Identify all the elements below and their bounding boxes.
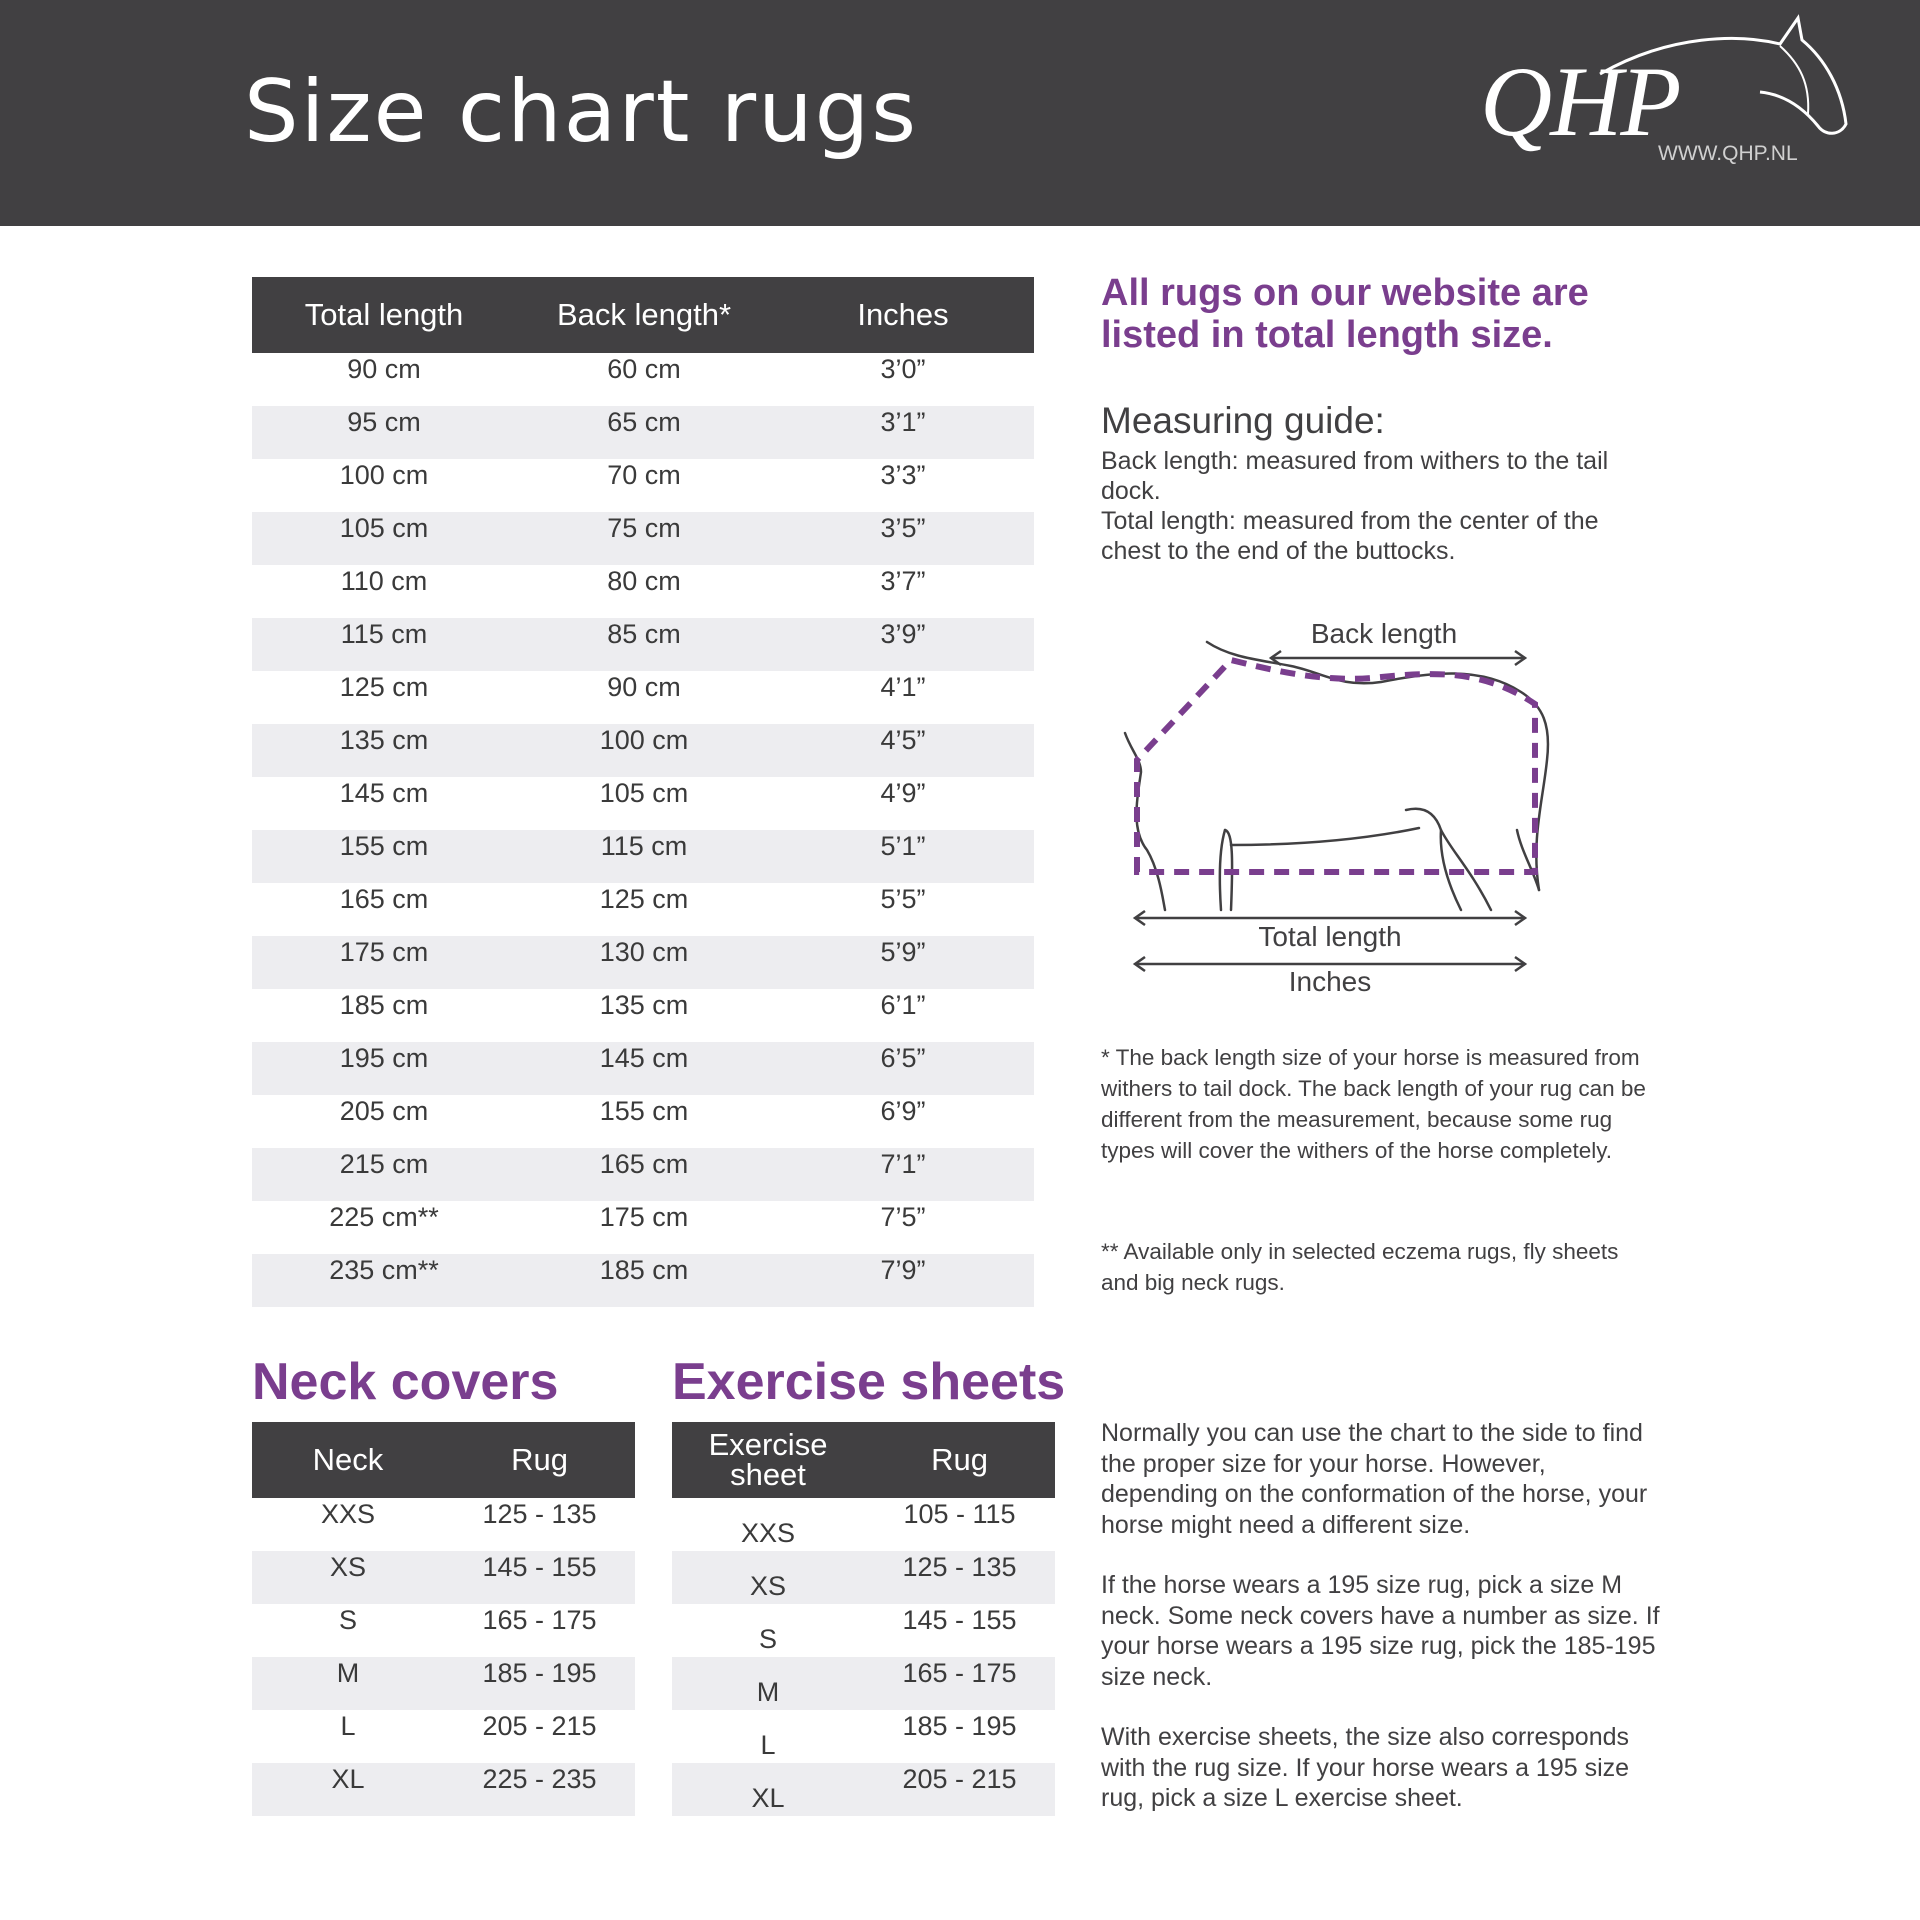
table-row	[672, 1657, 1055, 1710]
cell-inches: 7’5”	[880, 1202, 926, 1232]
table-row	[252, 1657, 635, 1710]
cell-neck-size: XL	[331, 1764, 365, 1794]
cell-inches: 4’1”	[880, 672, 926, 702]
table-row	[252, 1763, 635, 1816]
guide-total-length: Total length: measured from the center of the chest to the end of the buttocks.	[1101, 507, 1599, 565]
cell-sheet-size: L	[760, 1730, 776, 1760]
measuring-guide-heading: Measuring guide:	[1101, 400, 1385, 441]
page-title: Size chart rugs	[244, 62, 919, 162]
cell-back-length: 135 cm	[599, 990, 689, 1020]
column-header-total-length: Total length	[304, 297, 464, 332]
cell-back-length: 130 cm	[599, 937, 689, 967]
footnote-availability: ** Available only in selected eczema rugs, fly sheets and big neck rugs.	[1101, 1239, 1619, 1295]
cell-back-length: 85 cm	[607, 619, 681, 649]
table-row	[252, 1498, 635, 1551]
cell-back-length: 70 cm	[607, 460, 681, 490]
cell-neck-size: M	[336, 1658, 360, 1688]
cell-total-length: 110 cm	[340, 566, 428, 596]
neck-advice-paragraph: If the horse wears a 195 size rug, pick a size M neck. Some neck covers have a number as size. If your horse wears a 195 size rug, pick the 185-195 size neck.	[1101, 1571, 1660, 1691]
cell-rug-range: 205 - 215	[902, 1764, 1017, 1794]
cell-back-length: 65 cm	[607, 407, 681, 437]
cell-total-length: 175 cm	[339, 937, 429, 967]
cell-total-length: 115 cm	[340, 619, 428, 649]
table-row	[252, 830, 1034, 883]
cell-total-length: 215 cm	[339, 1149, 429, 1179]
table-row	[252, 1710, 635, 1763]
table-body	[672, 1498, 1055, 1816]
table-body	[252, 1498, 635, 1816]
cell-inches: 6’9”	[880, 1096, 926, 1126]
logo-url: WWW.QHP.NL	[1658, 142, 1798, 165]
column-header-exercise-sheet: Exercise sheet	[708, 1427, 828, 1492]
cell-sheet-size: S	[758, 1624, 777, 1654]
cell-rug-range: 225 - 235	[482, 1764, 597, 1794]
table-row	[252, 1551, 635, 1604]
horse-measuring-diagram	[1101, 600, 1571, 1010]
cell-neck-size: XXS	[320, 1499, 376, 1529]
cell-rug-range: 165 - 175	[902, 1658, 1017, 1688]
cell-back-length: 185 cm	[599, 1255, 689, 1285]
cell-rug-range: 125 - 135	[902, 1552, 1017, 1582]
table-row	[252, 565, 1034, 618]
cell-inches: 3’0”	[880, 354, 926, 384]
cell-total-length: 105 cm	[339, 513, 429, 543]
cell-back-length: 90 cm	[607, 672, 681, 702]
table-row	[252, 1042, 1034, 1095]
rug-size-table	[252, 277, 1034, 1360]
cell-inches: 3’1”	[880, 407, 926, 437]
table-row	[672, 1604, 1055, 1657]
cell-total-length: 235 cm**	[329, 1255, 439, 1285]
cell-back-length: 100 cm	[599, 725, 689, 755]
cell-total-length: 90 cm	[347, 354, 421, 384]
table-row	[252, 406, 1034, 459]
cell-sheet-size: XXS	[740, 1518, 796, 1548]
header-bar	[0, 0, 1920, 226]
cell-rug-range: 145 - 155	[902, 1605, 1017, 1635]
cell-neck-size: S	[338, 1605, 357, 1635]
cell-sheet-size: XS	[749, 1571, 787, 1601]
cell-rug-range: 185 - 195	[902, 1711, 1017, 1741]
cell-sheet-size: XL	[751, 1783, 785, 1813]
cell-total-length: 165 cm	[339, 884, 429, 914]
cell-total-length: 100 cm	[339, 460, 429, 490]
cell-total-length: 145 cm	[339, 778, 429, 808]
cell-back-length: 80 cm	[607, 566, 681, 596]
table-row	[672, 1498, 1055, 1551]
table-row	[252, 459, 1034, 512]
cell-back-length: 75 cm	[607, 513, 681, 543]
table-row	[252, 883, 1034, 936]
table-header	[672, 1422, 1055, 1498]
cell-inches: 3’3”	[880, 460, 926, 490]
cell-back-length: 125 cm	[599, 884, 689, 914]
cell-total-length: 225 cm**	[329, 1202, 439, 1232]
column-header-inches: Inches	[857, 297, 949, 332]
guide-back-length: Back length: measured from withers to the tail dock.	[1101, 447, 1609, 505]
total-length-label: Total length	[1258, 921, 1402, 952]
table-row	[252, 1095, 1034, 1148]
table-row	[252, 353, 1034, 406]
cell-neck-size: L	[340, 1711, 356, 1741]
cell-sheet-size: M	[756, 1677, 780, 1707]
cell-inches: 5’1”	[880, 831, 926, 861]
table-row	[672, 1551, 1055, 1604]
cell-neck-size: XS	[329, 1552, 367, 1582]
cell-total-length: 135 cm	[339, 725, 429, 755]
exercise-sheets-table	[672, 1422, 1055, 1816]
table-row	[252, 671, 1034, 724]
cell-total-length: 185 cm	[339, 990, 429, 1020]
listed-size-note: All rugs on our website are listed in total length size.	[1101, 272, 1589, 356]
cell-inches: 4’9”	[880, 778, 926, 808]
cell-back-length: 155 cm	[599, 1096, 689, 1126]
cell-inches: 3’7”	[880, 566, 926, 596]
table-row	[252, 724, 1034, 777]
table-row	[672, 1710, 1055, 1763]
cell-total-length: 125 cm	[339, 672, 429, 702]
table-body	[252, 353, 1034, 1360]
back-length-arrow	[1271, 651, 1525, 665]
table-row	[672, 1763, 1055, 1816]
cell-total-length: 195 cm	[339, 1043, 429, 1073]
horse-head-icon	[1480, 14, 1850, 154]
column-header-rug: Rug	[931, 1442, 988, 1477]
cell-inches: 5’5”	[880, 884, 926, 914]
column-header-rug: Rug	[511, 1442, 568, 1477]
column-header-back-length: Back length*	[556, 297, 732, 332]
exercise-sheet-advice-paragraph: With exercise sheets, the size also corresponds with the rug size. If your horse wears a 195 size rug, pick a size L exercise sheet.	[1101, 1723, 1630, 1812]
table-header	[252, 277, 1034, 353]
cell-rug-range: 145 - 155	[482, 1552, 597, 1582]
cell-rug-range: 185 - 195	[482, 1658, 597, 1688]
table-row	[252, 618, 1034, 671]
table-row	[252, 936, 1034, 989]
cell-inches: 7’1”	[880, 1149, 926, 1179]
exercise-sheets-title: Exercise sheets	[672, 1353, 1066, 1411]
cell-rug-range: 105 - 115	[903, 1499, 1016, 1529]
table-row	[252, 1148, 1034, 1201]
cell-inches: 4’5”	[880, 725, 926, 755]
cell-inches: 6’5”	[880, 1043, 926, 1073]
cell-inches: 6’1”	[880, 990, 926, 1020]
table-row	[252, 1201, 1034, 1254]
qhp-logo[interactable]	[1480, 14, 1850, 174]
neck-covers-table	[252, 1422, 635, 1816]
cell-back-length: 60 cm	[607, 354, 681, 384]
table-header	[252, 1422, 635, 1498]
cell-back-length: 115 cm	[600, 831, 688, 861]
cell-back-length: 175 cm	[599, 1202, 689, 1232]
cell-total-length: 205 cm	[339, 1096, 429, 1126]
neck-covers-title: Neck covers	[252, 1353, 559, 1411]
table-row	[252, 989, 1034, 1042]
cell-rug-range: 165 - 175	[482, 1605, 597, 1635]
back-length-label: Back length	[1310, 618, 1458, 649]
table-row	[252, 1254, 1034, 1307]
cell-inches: 3’5”	[880, 513, 926, 543]
inches-label: Inches	[1288, 966, 1372, 997]
cell-total-length: 95 cm	[347, 407, 421, 437]
cell-inches: 5’9”	[880, 937, 926, 967]
cell-inches: 7’9”	[880, 1255, 926, 1285]
cell-inches: 3’9”	[880, 619, 926, 649]
cell-back-length: 165 cm	[599, 1149, 689, 1179]
table-row	[252, 512, 1034, 565]
logo-wordmark: QHP	[1480, 46, 1680, 157]
table-row	[252, 1604, 635, 1657]
cell-back-length: 145 cm	[599, 1043, 689, 1073]
cell-total-length: 155 cm	[339, 831, 429, 861]
cell-rug-range: 125 - 135	[482, 1499, 597, 1529]
cell-rug-range: 205 - 215	[482, 1711, 597, 1741]
table-row	[252, 777, 1034, 830]
sizing-advice-paragraph: Normally you can use the chart to the side to find the proper size for your horse. However, depending on the conformation of the horse, your horse might need a different size.	[1101, 1419, 1648, 1539]
cell-back-length: 105 cm	[599, 778, 689, 808]
column-header-neck: Neck	[312, 1442, 384, 1477]
footnote-back-length: * The back length size of your horse is measured from withers to tail dock. The back length of your rug can be different from the measurement, because some rug types will cover the withers of the horse completely.	[1101, 1045, 1646, 1163]
